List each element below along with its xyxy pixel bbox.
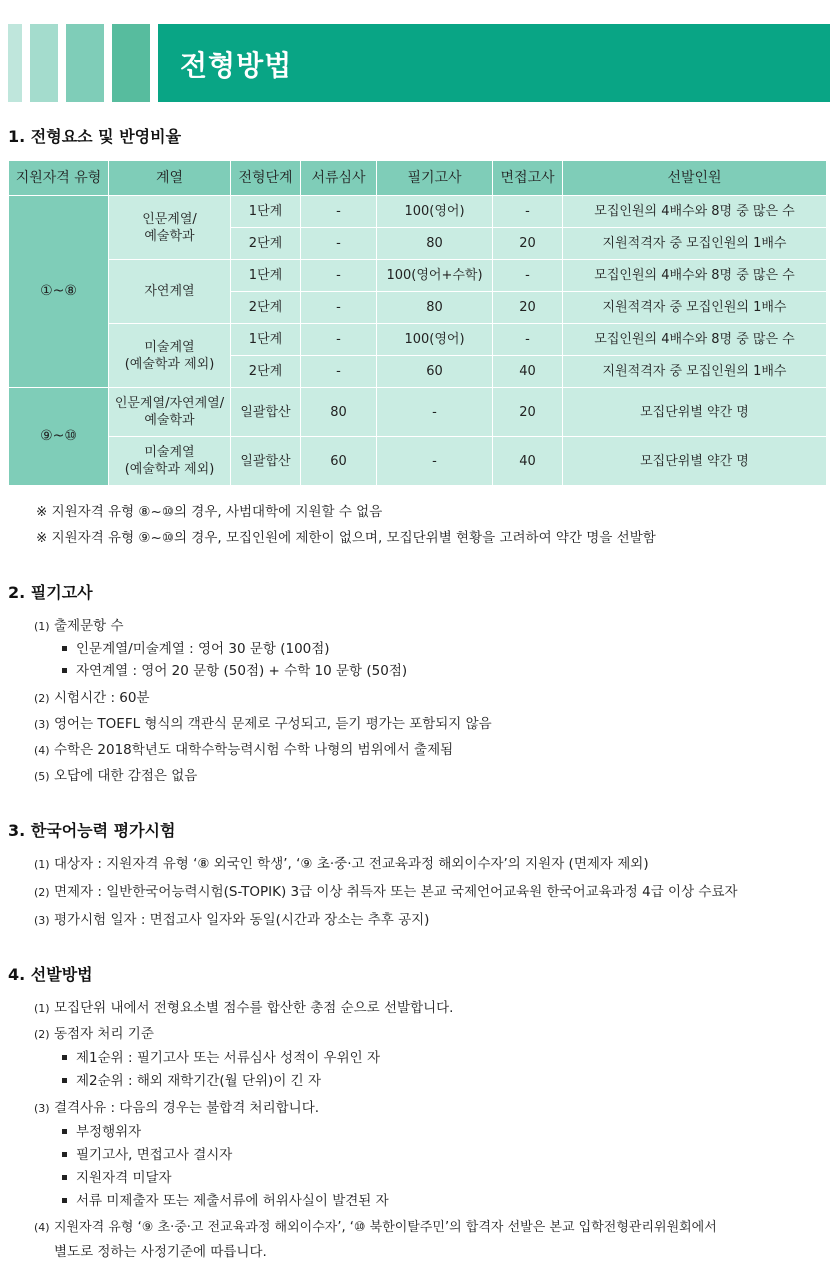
document-cell: - — [301, 228, 377, 260]
written-cell: 100(영어) — [377, 196, 493, 228]
selection-cell: 모집단위별 약간 명 — [563, 388, 827, 437]
interview-cell: 20 — [493, 228, 563, 260]
selection-cell: 지원적격자 중 모집인원의 1배수 — [563, 228, 827, 260]
bullet-item: 자연계열 : 영어 20 문항 (50점) + 수학 10 문항 (50점) — [62, 659, 407, 679]
selection-cell: 모집인원의 4배수와 8명 중 많은 수 — [563, 260, 827, 292]
list-item — [34, 764, 197, 784]
group-1-8: ①~⑧ — [9, 196, 109, 388]
bullet-item: 필기고사, 면접고사 결시자 — [62, 1143, 232, 1163]
item-text: 출제문항 수 — [54, 618, 124, 634]
list-item — [34, 908, 429, 928]
stage-cell: 일괄합산 — [231, 437, 301, 486]
banner-stripe — [30, 24, 58, 102]
list-item — [34, 996, 453, 1016]
list-item — [34, 1216, 717, 1235]
bullet-item: 제2순위 : 해외 재학기간(월 단위)이 긴 자 — [62, 1069, 321, 1089]
page-title: 전형방법 — [180, 49, 293, 82]
stage-cell: 1단계 — [231, 260, 301, 292]
banner-main — [158, 24, 830, 102]
header-stage: 전형단계 — [231, 161, 301, 196]
bullet-item: 지원자격 미달자 — [62, 1166, 172, 1186]
item-number: (4) — [34, 744, 50, 757]
field-all: 인문계열/자연계열/ 예술학과 — [109, 388, 231, 437]
document-cell: - — [301, 324, 377, 356]
section-heading-2: 2. 필기고사 — [8, 583, 93, 602]
header-document-review: 서류심사 — [301, 161, 377, 196]
note: ※ 지원자격 유형 ⑨~⑩의 경우, 모집인원에 제한이 없으며, 모집단위별 현황을 고려하여 약간 명을 선발함 — [36, 530, 656, 546]
field-humanities: 인문계열/ 예술학과 — [109, 196, 231, 260]
selection-cell: 모집인원의 4배수와 8명 중 많은 수 — [563, 324, 827, 356]
list-item — [34, 852, 649, 872]
stage-cell: 일괄합산 — [231, 388, 301, 437]
written-cell: 80 — [377, 292, 493, 324]
item-number: (3) — [34, 1102, 50, 1115]
interview-cell: 40 — [493, 356, 563, 388]
item-text: 평가시험 일자 : 면접고사 일자와 동일(시간과 장소는 추후 공지) — [54, 912, 430, 928]
list-item — [34, 712, 492, 732]
section-heading-4: 4. 선발방법 — [8, 965, 93, 984]
document-cell: - — [301, 356, 377, 388]
selection-cell: 지원적격자 중 모집인원의 1배수 — [563, 356, 827, 388]
interview-cell: 40 — [493, 437, 563, 486]
item-text: 모집단위 내에서 전형요소별 점수를 합산한 총점 순으로 선발합니다. — [54, 1000, 454, 1016]
document-cell: - — [301, 292, 377, 324]
interview-cell: - — [493, 324, 563, 356]
table-row — [9, 260, 827, 292]
written-cell: 100(영어+수학) — [377, 260, 493, 292]
item-number: (3) — [34, 718, 50, 731]
selection-cell: 모집단위별 약간 명 — [563, 437, 827, 486]
bullet-item: 부정행위자 — [62, 1120, 141, 1140]
field-art-2: 미술계열 (예술학과 제외) — [109, 437, 231, 486]
bullet-item: 서류 미제출자 또는 제출서류에 허위사실이 발견된 자 — [62, 1189, 389, 1209]
stage-cell: 2단계 — [231, 356, 301, 388]
selection-ratio-table — [8, 160, 827, 486]
table-header-row — [9, 161, 827, 196]
document-cell: - — [301, 260, 377, 292]
field-science: 자연계열 — [109, 260, 231, 324]
item-number: (5) — [34, 770, 50, 783]
banner-stripe — [66, 24, 104, 102]
stage-cell: 1단계 — [231, 196, 301, 228]
list-item — [34, 880, 738, 900]
interview-cell: 20 — [493, 292, 563, 324]
title-banner — [8, 24, 830, 102]
item-text: 영어는 TOEFL 형식의 객관식 문제로 구성되고, 듣기 평가는 포함되지 않음 — [54, 716, 492, 732]
interview-cell: - — [493, 260, 563, 292]
field-art: 미술계열 (예술학과 제외) — [109, 324, 231, 388]
bullet-item: 인문계열/미술계열 : 영어 30 문항 (100점) — [62, 637, 330, 657]
selection-cell: 모집인원의 4배수와 8명 중 많은 수 — [563, 196, 827, 228]
document-cell: 80 — [301, 388, 377, 437]
header-written-exam: 필기고사 — [377, 161, 493, 196]
interview-cell: 20 — [493, 388, 563, 437]
stage-cell: 1단계 — [231, 324, 301, 356]
written-cell: 80 — [377, 228, 493, 260]
bullet-item: 제1순위 : 필기고사 또는 서류심사 성적이 우위인 자 — [62, 1046, 380, 1066]
selection-cell: 지원적격자 중 모집인원의 1배수 — [563, 292, 827, 324]
section-heading-3: 3. 한국어능력 평가시험 — [8, 821, 176, 840]
table-row — [9, 388, 827, 437]
list-item — [34, 686, 150, 706]
item-text: 결격사유 : 다음의 경우는 불합격 처리합니다. — [54, 1100, 320, 1116]
stage-cell: 2단계 — [231, 292, 301, 324]
item-text: 수학은 2018학년도 대학수학능력시험 수학 나형의 범위에서 출제됨 — [54, 742, 454, 758]
item-number: (1) — [34, 1002, 50, 1015]
stage-cell: 2단계 — [231, 228, 301, 260]
header-field: 계열 — [109, 161, 231, 196]
item-text: 동점자 처리 기준 — [54, 1026, 154, 1042]
document-cell: - — [301, 196, 377, 228]
item-number: (2) — [34, 1028, 50, 1041]
list-item — [34, 738, 453, 758]
list-item-continuation: 별도로 정하는 사정기준에 따릅니다. — [54, 1244, 267, 1260]
document-cell: 60 — [301, 437, 377, 486]
item-number: (3) — [34, 914, 50, 927]
header-qualification-type: 지원자격 유형 — [9, 161, 109, 196]
table-row — [9, 437, 827, 486]
written-cell: 100(영어) — [377, 324, 493, 356]
item-number: (2) — [34, 692, 50, 705]
list-item — [34, 1022, 154, 1042]
item-number: (2) — [34, 886, 50, 899]
written-cell: - — [377, 437, 493, 486]
section-heading-1: 1. 전형요소 및 반영비율 — [8, 127, 182, 146]
item-number: (1) — [34, 620, 50, 633]
item-text: 시험시간 : 60분 — [54, 690, 150, 706]
item-text: 지원자격 유형 ‘⑨ 초·중·고 전교육과정 해외이수자’, ‘⑩ 북한이탈주민’의 합격자 선발은 본교 입학전형관리위원회에서 — [54, 1220, 717, 1235]
banner-stripe — [8, 24, 22, 102]
interview-cell: - — [493, 196, 563, 228]
list-item — [34, 1096, 319, 1116]
table-row — [9, 196, 827, 228]
banner-stripe — [112, 24, 150, 102]
header-interview: 면접고사 — [493, 161, 563, 196]
written-cell: 60 — [377, 356, 493, 388]
item-number: (1) — [34, 858, 50, 871]
list-item — [34, 614, 124, 634]
item-number: (4) — [34, 1221, 50, 1234]
table-row — [9, 324, 827, 356]
item-text: 대상자 : 지원자격 유형 ‘⑧ 외국인 학생’, ‘⑨ 초·중·고 전교육과정 해외이수자’의 지원자 (면제자 제외) — [54, 856, 649, 872]
header-selection-count: 선발인원 — [563, 161, 827, 196]
item-text: 면제자 : 일반한국어능력시험(S-TOPIK) 3급 이상 취득자 또는 본교 국제언어교육원 한국어교육과정 4급 이상 수료자 — [54, 884, 738, 900]
item-text: 오답에 대한 감점은 없음 — [54, 768, 198, 784]
group-9-10: ⑨~⑩ — [9, 388, 109, 486]
written-cell: - — [377, 388, 493, 437]
note: ※ 지원자격 유형 ⑧~⑩의 경우, 사범대학에 지원할 수 없음 — [36, 504, 383, 520]
